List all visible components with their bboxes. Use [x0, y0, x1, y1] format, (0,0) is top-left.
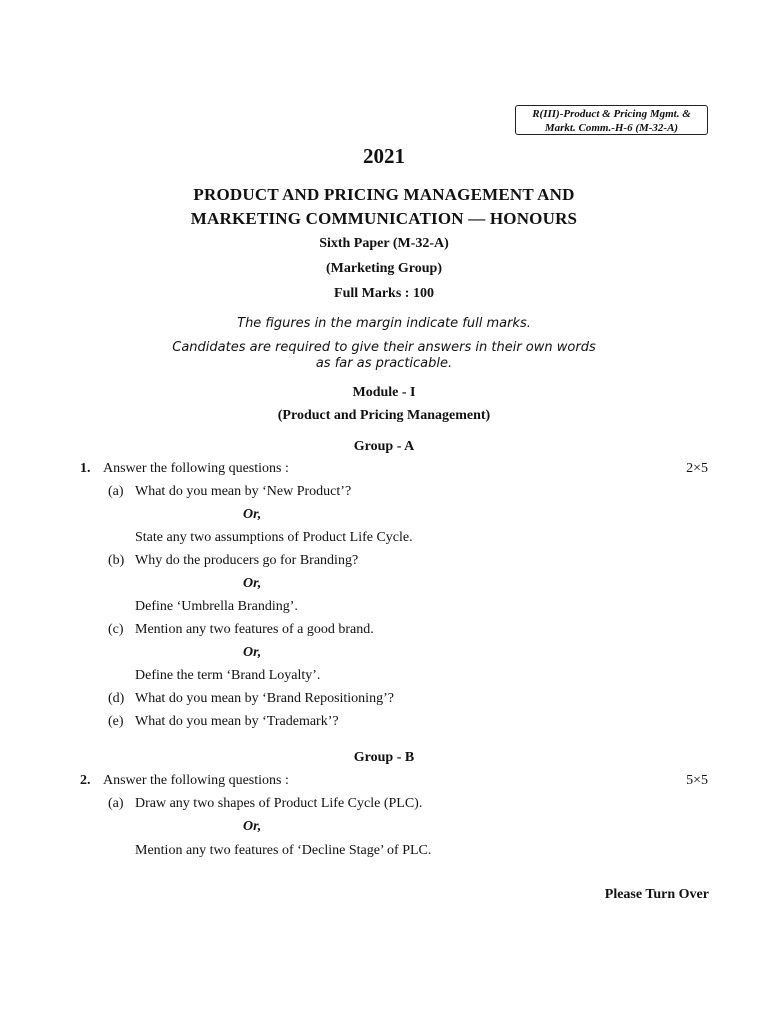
item-text: What do you mean by ‘Trademark’? [135, 714, 339, 729]
item-text: What do you mean by ‘New Product’? [135, 484, 352, 499]
alt-question-text: Define ‘Umbrella Branding’. [135, 599, 298, 614]
paper-title-line2: MARKETING COMMUNICATION — HONOURS [190, 209, 578, 228]
or-separator: Or, [243, 645, 262, 660]
group-b-heading: Group - B [353, 750, 415, 765]
item-text: Why do the producers go for Branding? [135, 553, 359, 568]
or-separator: Or, [243, 507, 262, 522]
item-label: (e) [108, 714, 124, 729]
question-marks: 2×5 [686, 461, 708, 476]
item-text: Draw any two shapes of Product Life Cycle (PLC). [135, 796, 423, 811]
paper-title-line1: PRODUCT AND PRICING MANAGEMENT AND [193, 185, 575, 204]
question-number: 1. [80, 461, 91, 476]
item-label: (c) [108, 622, 124, 637]
alt-question-text: State any two assumptions of Product Life Cycle. [135, 530, 413, 545]
instruction-margin-marks: The figures in the margin indicate full marks. [237, 316, 531, 331]
module-heading: Module - I [352, 385, 416, 400]
item-text: Mention any two features of a good brand. [135, 622, 374, 637]
instruction-own-words-line2: as far as practicable. [315, 356, 453, 371]
question-text: Answer the following questions : [103, 461, 289, 476]
question-marks: 5×5 [686, 773, 708, 788]
module-subtitle: (Product and Pricing Management) [277, 408, 491, 423]
question-number: 2. [80, 773, 91, 788]
item-label: (a) [108, 484, 124, 499]
question-text: Answer the following questions : [103, 773, 289, 788]
paper-group: (Marketing Group) [325, 261, 442, 276]
full-marks: Full Marks : 100 [334, 286, 434, 301]
instruction-own-words-line1: Candidates are required to give their answers in their own words [172, 340, 596, 355]
paper-code-line1: R(III)-Product & Pricing Mgmt. & [532, 108, 691, 120]
item-label: (d) [108, 691, 125, 706]
group-a-heading: Group - A [353, 439, 415, 454]
exam-year: 2021 [363, 144, 405, 168]
paper-code-box [515, 105, 708, 135]
item-label: (a) [108, 796, 124, 811]
paper-number: Sixth Paper (M-32-A) [319, 236, 449, 251]
alt-question-text: Define the term ‘Brand Loyalty’. [135, 668, 321, 683]
item-text: What do you mean by ‘Brand Repositioning’? [135, 691, 394, 706]
instruction-own-words [0, 340, 768, 372]
alt-question-text: Mention any two features of ‘Decline Stage’ of PLC. [135, 843, 432, 858]
item-label: (b) [108, 553, 125, 568]
or-separator: Or, [243, 576, 262, 591]
paper-title [0, 183, 768, 231]
paper-code-line2: Markt. Comm.-H-6 (M-32-A) [544, 122, 679, 134]
please-turn-over: Please Turn Over [604, 887, 709, 902]
or-separator: Or, [243, 819, 262, 834]
